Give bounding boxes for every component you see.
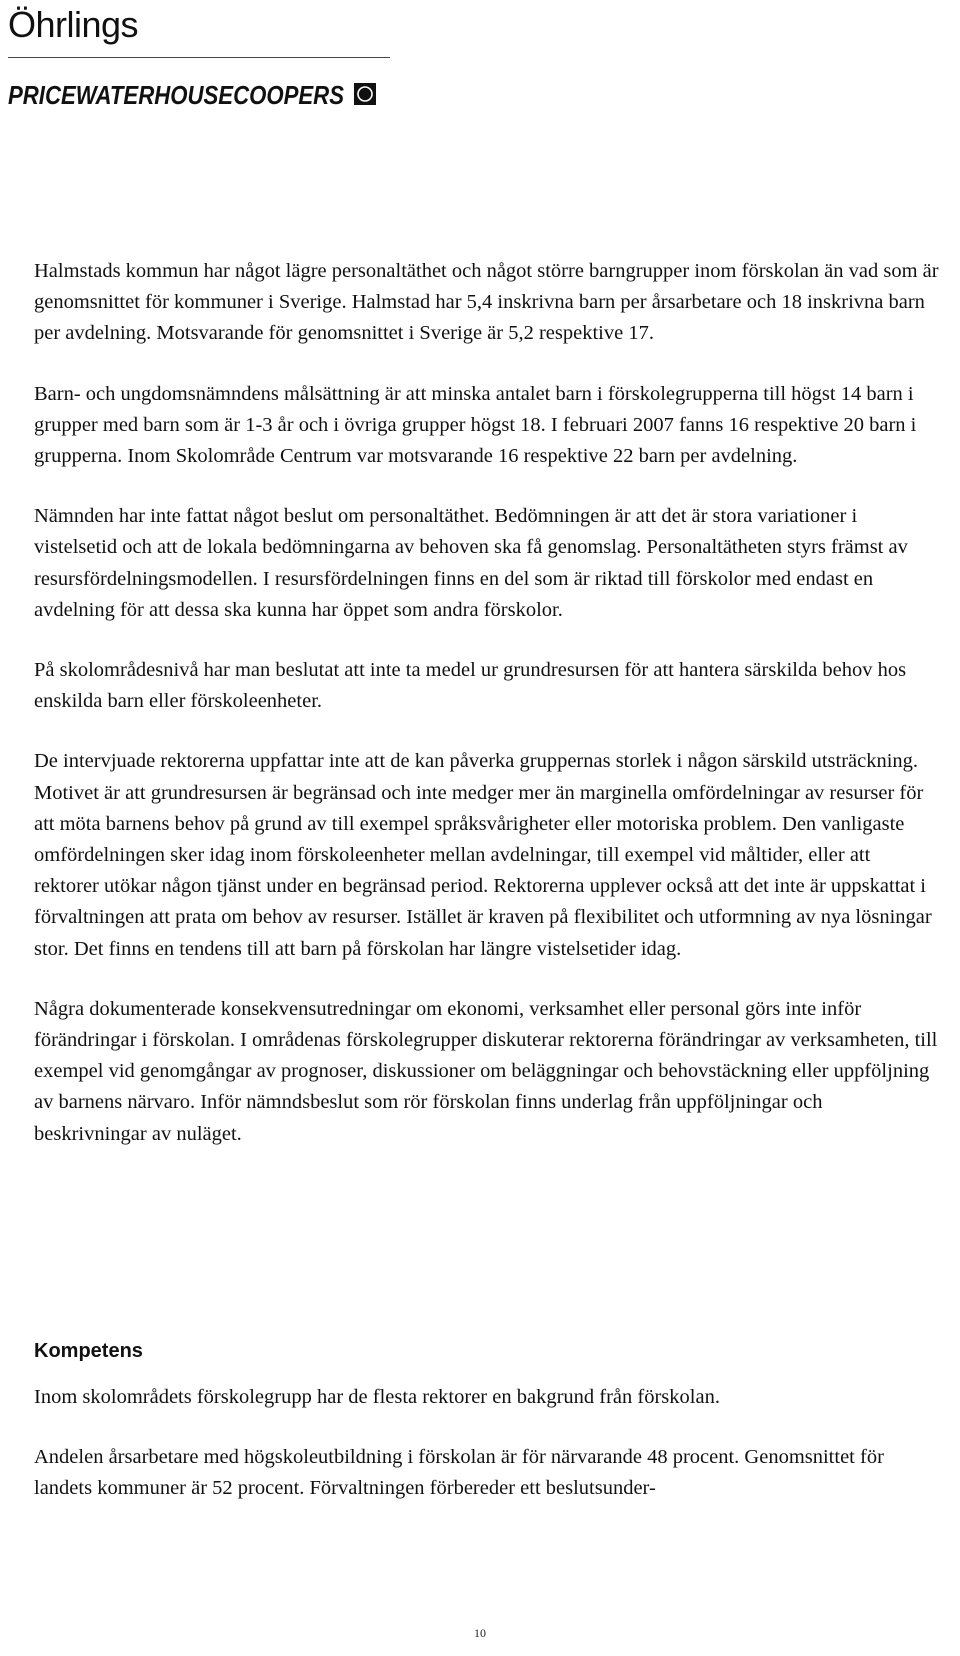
paragraph: Några dokumenterade konsekvensutredningar om ekonomi, verksamhet eller personal görs inte inför förändringar i förskolan. I områdenas förskolegrupper diskuterar rektorerna förändringar av verksamheten, till exempel vid genomgångar av prognoser, diskussioner om beläggningar och behovstäckning eller uppföljning av barnens närvaro. Inför nämndsbeslut som rör förskolan finns underlag från uppföljningar och beskrivningar av nuläget. [34, 997, 938, 1145]
registered-mark-icon [354, 83, 376, 105]
header-logo [8, 4, 408, 124]
paragraph: Halmstads kommun har något lägre personaltäthet och något större barngrupper inom förskolan än vad som är genomsnittet för kommuner i Sverige. Halmstad har 5,4 inskrivna barn per årsarbetare och 18 inskrivna barn per avdelning. Motsvarande för genomsnittet i Sverige är 5,2 respektive 17. [34, 260, 939, 345]
pricewaterhousecoopers-logo [8, 66, 408, 122]
paragraph: Andelen årsarbetare med högskoleutbildning i förskolan är för närvarande 48 procent. Genomsnittet för landets kommuner är 52 procent. Förvaltningen förbereder ett beslutsunder- [34, 1446, 884, 1500]
paragraph: På skolområdesnivå har man beslutat att inte ta medel ur grundresursen för att hantera särskilda behov hos enskilda barn eller förskoleenheter. [34, 659, 907, 713]
section-heading-kompetens: Kompetens [34, 1340, 143, 1362]
paragraph: Inom skolområdets förskolegrupp har de flesta rektorer en bakgrund från förskolan. [34, 1386, 720, 1408]
section-body-text [34, 1382, 940, 1534]
brand-pricewaterhousecoopers: PRICEWATERHOUSECOOPERS [8, 80, 345, 110]
brand-ohrlings: Öhrlings [8, 4, 139, 45]
page-number: 10 [474, 1626, 486, 1640]
logo-divider [8, 57, 390, 58]
paragraph: De intervjuade rektorerna uppfattar inte att de kan påverka gruppernas storlek i någon särskild utsträckning. Motivet är att grundresursen är begränsad och inte medger mer än marginella omfördelningar av resurser för att möta barnens behov på grund av till exempel språksvårigheter eller motoriska problem. Den vanligaste omfördelningen sker idag inom förskoleenheter mellan avdelningar, till exempel vid måltider, eller att rektorer utökar någon tjänst under en begränsad period. Rektorerna upplever också att det inte är uppskattat i förvaltningen att prata om behov av resurser. Istället är kraven på flexibilitet och utformning av nya lösningar stor. Det finns en tendens till att barn på förskolan har längre vistelsetider idag. [34, 750, 932, 960]
paragraph: Nämnden har inte fattat något beslut om personaltäthet. Bedömningen är att det är stora variationer i vistelsetid och att de lokala bedömningarna av behoven ska få genomslag. Personaltätheten styrs främst av resursfördelningsmodellen. I resursfördelningen finns en del som är riktad till förskolor med endast en avdelning för att dessa ska kunna har öppet som andra förskolor. [34, 505, 908, 621]
paragraph: Barn- och ungdomsnämndens målsättning är att minska antalet barn i förskolegrupperna till högst 14 barn i grupper med barn som är 1-3 år och i övriga grupper högst 18. I februari 2007 fanns 16 respektive 20 barn i grupperna. Inom Skolområde Centrum var motsvarande 16 respektive 22 barn per avdelning. [34, 382, 917, 468]
body-text [34, 256, 940, 1150]
